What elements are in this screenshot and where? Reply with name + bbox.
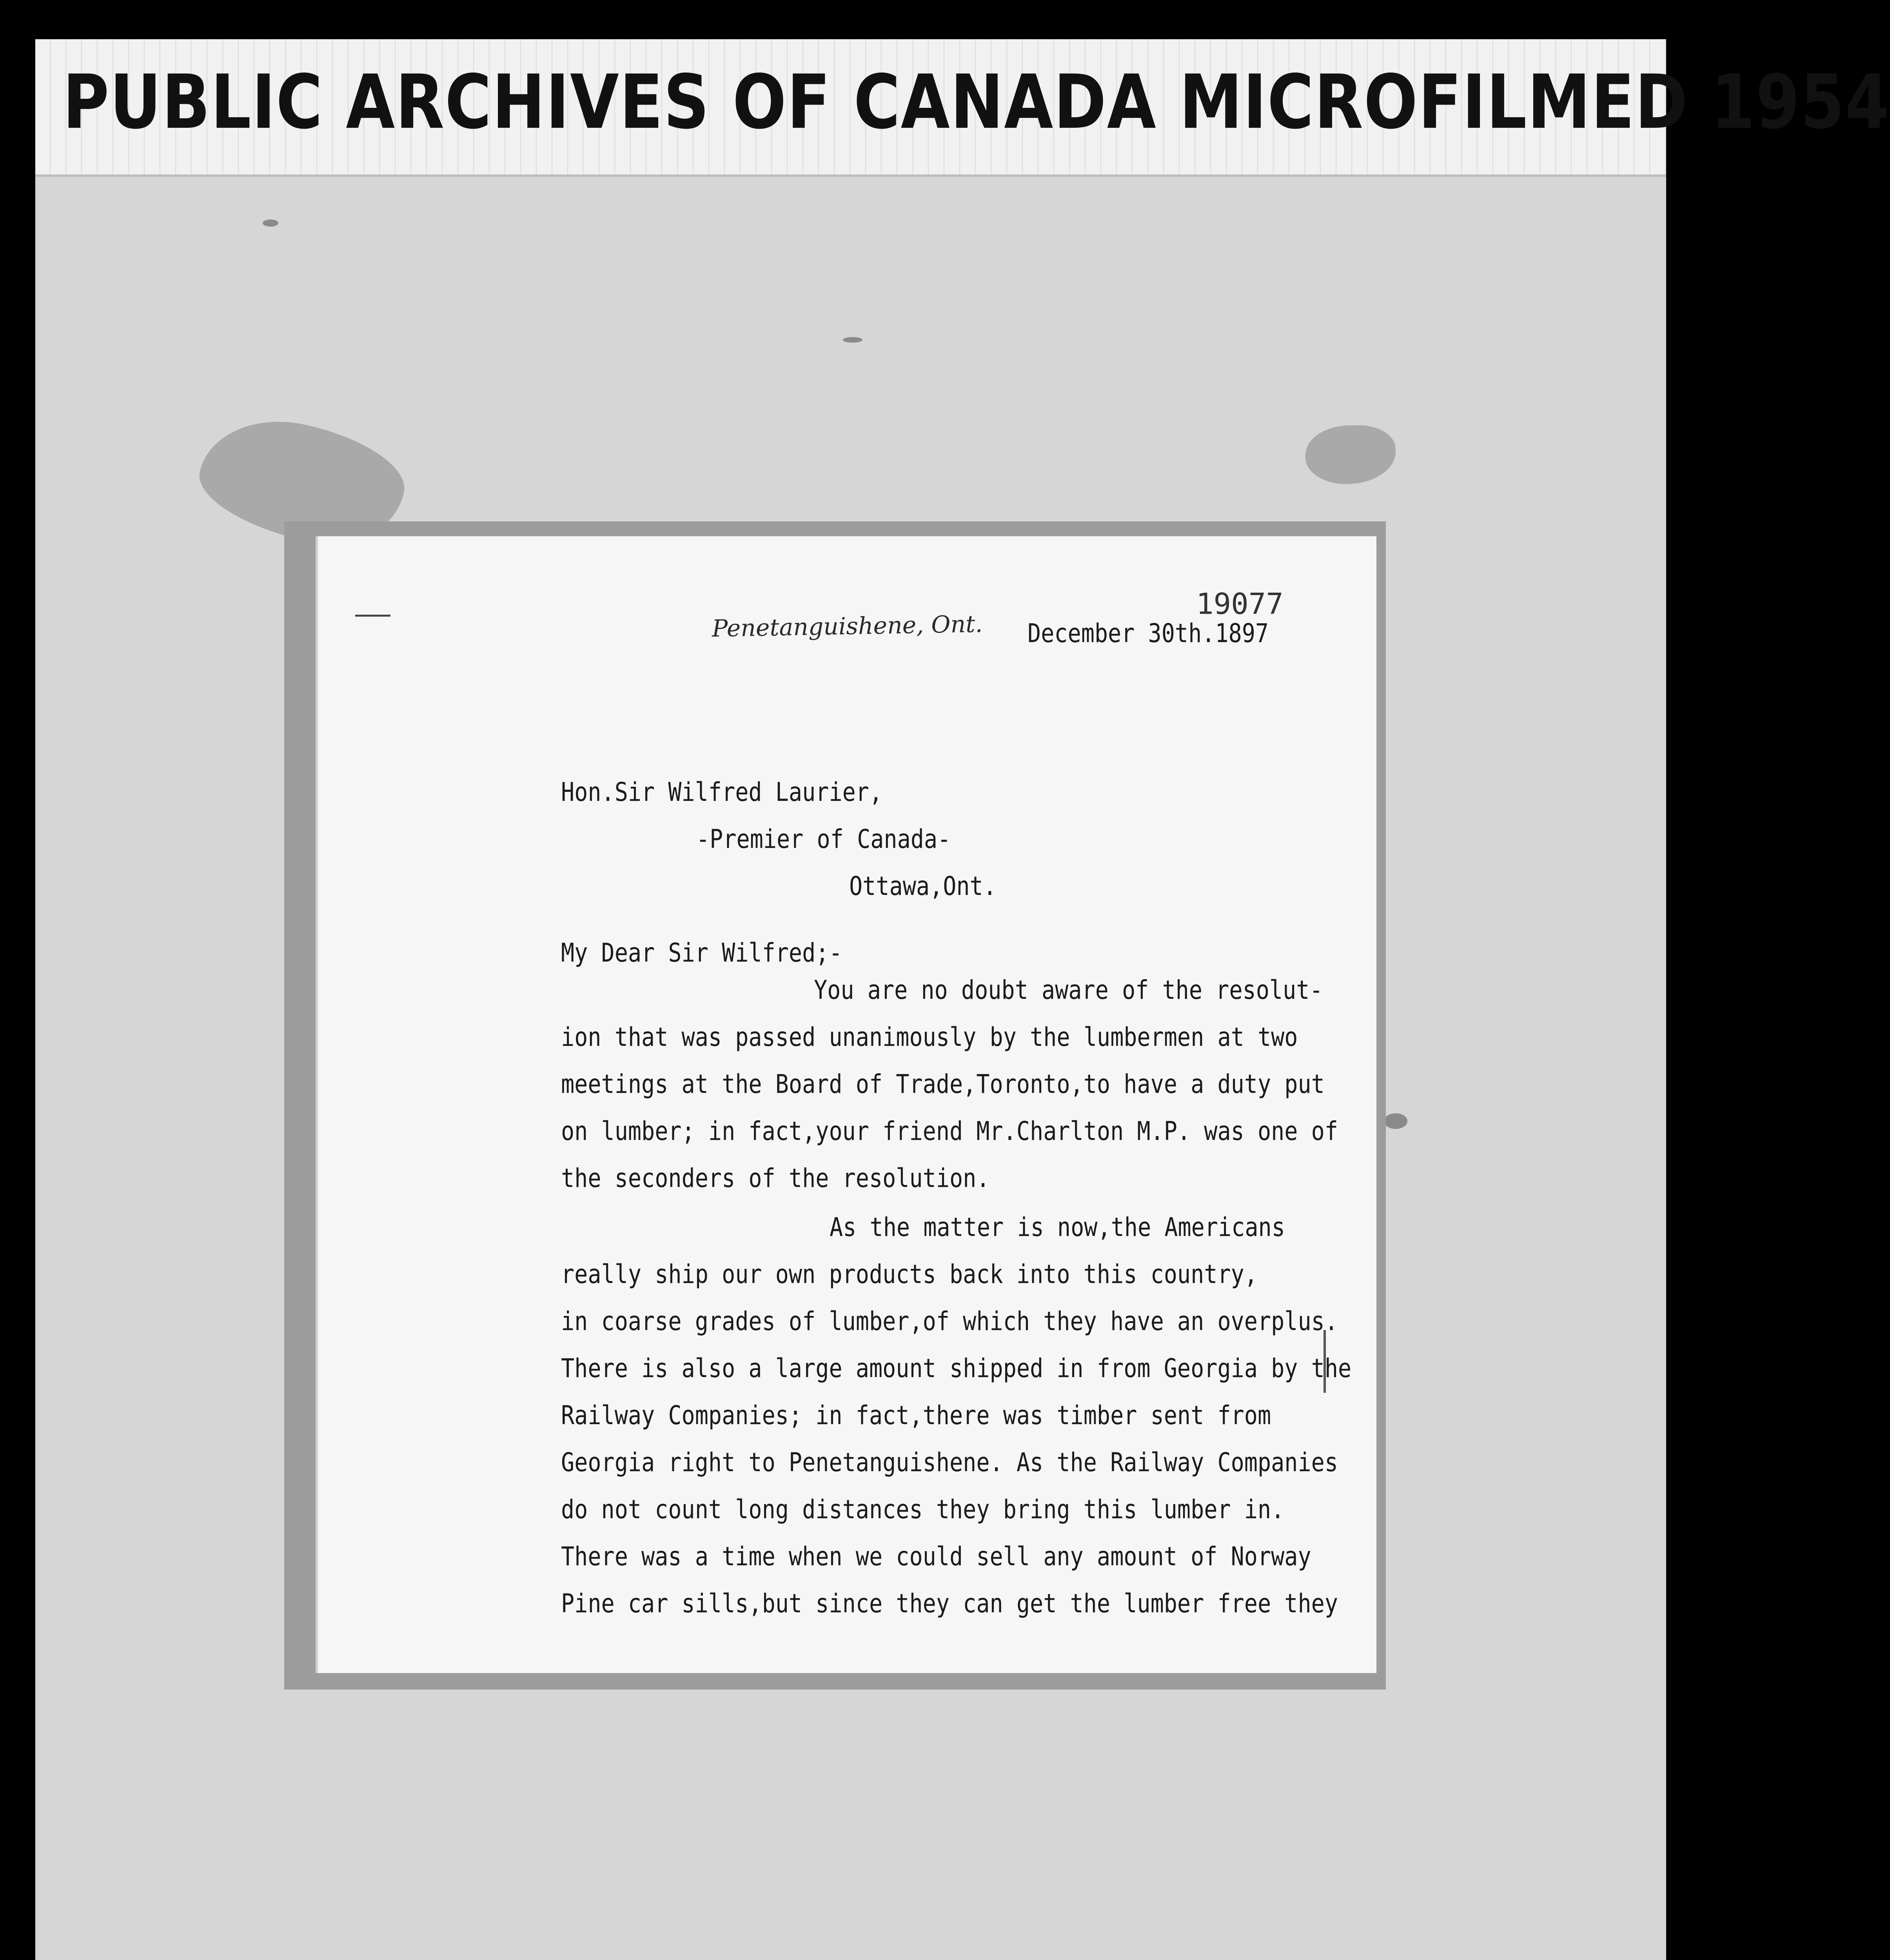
archive-banner	[35, 39, 1890, 177]
margin-mark	[355, 615, 390, 617]
body-line: ion that was passed unanimously by the lumbermen at two	[561, 1022, 1298, 1052]
body-line: Pine car sills,but since they can get the lumber free they	[561, 1588, 1338, 1619]
letter-sheet	[316, 536, 1376, 1673]
salutation: My Dear Sir Wilfred;-	[561, 938, 842, 968]
body-line: really ship our own products back into this country,	[561, 1259, 1258, 1289]
body-line: Railway Companies; in fact,there was timber sent from	[561, 1400, 1271, 1430]
document-number: 19077	[1196, 587, 1284, 621]
film-speck	[1384, 1113, 1407, 1129]
body-line: the seconders of the resolution.	[561, 1163, 990, 1193]
address-line: Hon.Sir Wilfred Laurier,	[561, 777, 883, 807]
body-line: on lumber; in fact,your friend Mr.Charlton M.P. was one of	[561, 1116, 1338, 1146]
body-line: There is also a large amount shipped in from Georgia by the	[561, 1353, 1352, 1383]
body-line: There was a time when we could sell any amount of Norway	[561, 1541, 1311, 1572]
body-line: in coarse grades of lumber,of which they have an overplus.	[561, 1306, 1338, 1336]
film-speck	[843, 337, 862, 343]
body-line: do not count long distances they bring this lumber in.	[561, 1494, 1285, 1524]
letter-date: December 30th.1897	[1028, 618, 1269, 648]
body-line: As the matter is now,the Americans	[830, 1212, 1285, 1242]
letter-place: Penetanguishene, Ont.	[712, 610, 983, 643]
film-blotch	[1305, 425, 1396, 484]
body-line: meetings at the Board of Trade,Toronto,to have a duty put	[561, 1069, 1325, 1099]
address-line: -Premier of Canada-	[696, 824, 951, 854]
body-line: You are no doubt aware of the resolut-	[814, 975, 1323, 1005]
body-line: Georgia right to Penetanguishene. As the Railway Companies	[561, 1447, 1338, 1477]
film-speck	[263, 220, 278, 227]
address-line: Ottawa,Ont.	[849, 871, 997, 901]
archive-banner-title: PUBLIC ARCHIVES OF CANADA MICROFILMED 1954	[63, 59, 1890, 145]
microfilm-frame	[35, 39, 1890, 1960]
